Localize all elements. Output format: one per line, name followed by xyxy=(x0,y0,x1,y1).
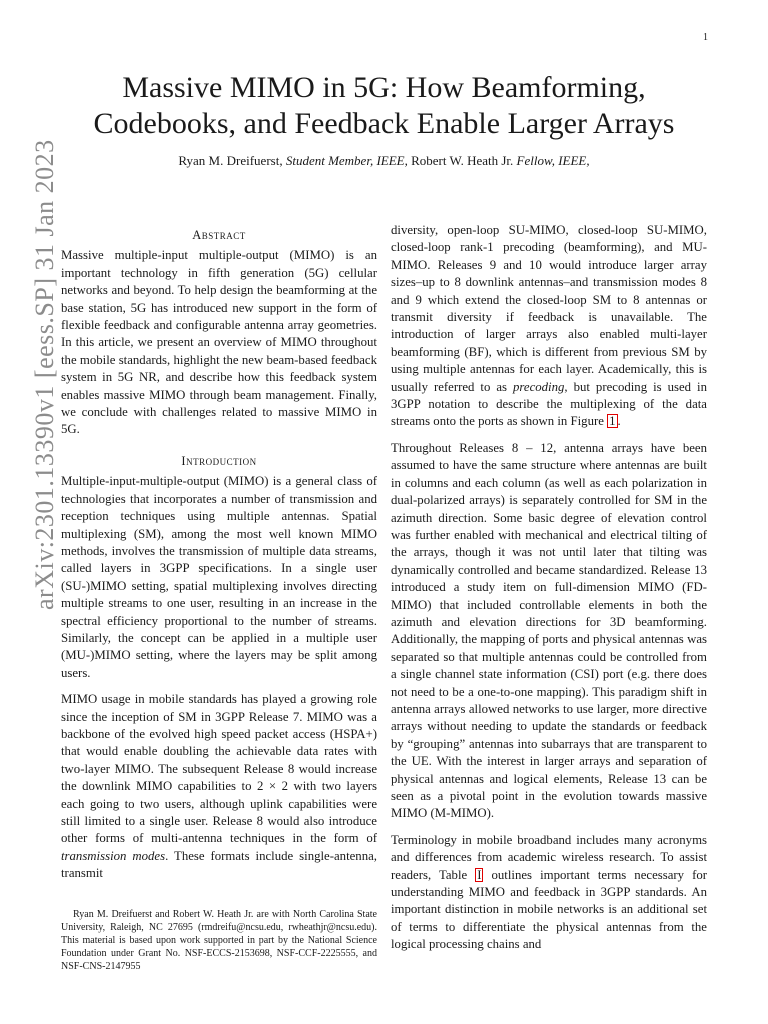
abstract-heading: Abstract xyxy=(192,228,246,242)
right-p3-text-b: outlines important terms necessary for understanding MIMO and feedback in 3GPP standards. An important distinction in mobile networks is an additional set of terms to differentiate the physical antennas from the logical processing chains and xyxy=(391,867,708,952)
author-1-role: Student Member, IEEE, xyxy=(285,153,408,168)
intro-p2-text-a: MIMO usage in mobile standards has played a growing role since the inception of SM in 3GPP Release 7. MIMO was a backbone of the evolved high speed packet access (HSPA+) that would enable doubling the achievable data rates with two-layer MIMO. The subsequent Release 8 would increase the downlink MIMO capabilities to 2 × 2 with two layers each going to two users, although uplink capabilities were still limited to a single user. Release 8 would also introduce other forms of multi-antenna techniques in the form of xyxy=(61,692,377,846)
left-column xyxy=(61,227,377,892)
arxiv-stamp: arXiv:2301.13390v1 [eess.SP] 31 Jan 2023 xyxy=(30,139,59,610)
title-line-1: Massive MIMO in 5G: How Beamforming, xyxy=(122,71,646,104)
author-2-name: Robert W. Heath Jr. xyxy=(411,153,514,168)
author-2-role: Fellow, IEEE, xyxy=(516,153,590,168)
right-column xyxy=(391,222,707,963)
right-p1-text-a: diversity, open-loop SU-MIMO, closed-loop SU-MIMO, closed-loop rank-1 precoding (beamforming), and MU-MIMO. Releases 9 and 10 would introduce larger array sizes–up to 8 downlink antennas–and transmission modes 8 and 9 which extend the closed-loop SM to 8 antennas or transmit diversity if feedback is unavailable. The introduction of larger arrays also enabled multi-layer beamforming (BF), which is different from previous SM by using multiple antennas for each layer. Academically, this is usually referred to as xyxy=(391,223,707,394)
title-line-2: Codebooks, and Feedback Enable Larger Arrays xyxy=(93,107,675,140)
intro-p2-text-b: . These formats include single-antenna, transmit xyxy=(61,848,377,881)
right-p1-emphasis: precoding xyxy=(513,379,565,394)
right-paragraph-2: Throughout Releases 8 – 12, antenna arrays have been assumed to have the same structure where antennas are built in columns and each column (as well as each polarization in dual-polarized arrays) is separately controlled for SM in the azimuth direction. Some basic degree of elevation control was further enabled with mechanical and electrical tilting of the arrays, though it was not until later that tilting was dynamically controlled and became standardized. Release 13 introduced a study item on full-dimension MIMO (FD-MIMO) that included controllable elements in both the azimuth and elevation directions for 3D beamforming. Additionally, the mapping of ports and physical antennas was separated so that multiple antennas could be controlled from a single channel state information (CSI) port (e.g. there does not need to be a one-to-one mapping). This paradigm shift in antenna arrays allowed networks to use larger, more directive arrays without needing to update the standards or feedback by “grouping” antennas into subarrays that are transparent to the UE. With the interest in larger arrays and separation of physical antennas and logical elements, Release 13 can be seen as a pivotal point in the evolution towards massive MIMO (M-MIMO). xyxy=(391,440,707,821)
table-reference-link[interactable]: I xyxy=(477,867,482,882)
page-number: 1 xyxy=(703,32,708,43)
right-paragraph-1 xyxy=(391,222,707,431)
abstract-text: Massive multiple-input multiple-output (MIMO) is an important technology in fifth generation (5G) cellular networks and beyond. To help design the beamforming at the base station, 5G has introduced new support in the form of flexible feedback and configurable antenna array geometries. In this article, we present an overview of MIMO throughout the mobile standards, highlight the new beam-based feedback system in 5G NR, and describe how this feedback system enables massive MIMO through beam management. Finally, we conclude with challenges related to massive MIMO in 5G. xyxy=(61,248,377,437)
right-p3-text-a: Terminology in mobile broadband includes many acronyms and differences from academic wireless research. To assist readers, Table xyxy=(391,832,707,882)
intro-p2-emphasis: transmission modes xyxy=(61,848,166,863)
figure-reference-link[interactable]: 1 xyxy=(609,414,616,429)
author-1-name: Ryan M. Dreifuerst, xyxy=(178,153,283,168)
footnote xyxy=(61,908,377,973)
right-paragraph-3 xyxy=(391,832,707,954)
author-line xyxy=(60,153,708,169)
intro-paragraph-1: Multiple-input-multiple-output (MIMO) is a general class of technologies that incorporates a number of transmission and reception techniques using multiple antennas. Spatial multiplexing (SM), among the most well known MIMO methods, involves the transmission of multiple data streams, called layers in 3GPP specifications. In a single user (SU-)MIMO setting, spatial multiplexing involves directing multiple streams to one user, resulting in an increase in the spectral efficiency proportional to the number of streams. Similarly, the concept can be applied in a multiple user (MU-)MIMO setting, where the layers may be split among users. xyxy=(61,474,377,680)
intro-paragraph-2 xyxy=(61,691,377,882)
introduction-heading: Introduction xyxy=(181,453,257,468)
right-p1-text-c: . xyxy=(617,414,621,429)
right-p1-text-b: , but precoding is used in 3GPP notation to describe the multiplexing of the data streams onto the ports as shown in Figure xyxy=(391,379,707,429)
footnote-text: Ryan M. Dreifuerst and Robert W. Heath Jr. are with North Carolina State University, Raleigh, NC 27695 (rmdreifu@ncsu.edu, rwheathjr@ncsu.edu). This material is based upon work supported in part by the National Science Foundation under Grant No. NSF-ECCS-2153698, NSF-CCF-2225555, and NSF-CNS-2147955 xyxy=(61,909,377,972)
paper-title xyxy=(60,70,708,142)
